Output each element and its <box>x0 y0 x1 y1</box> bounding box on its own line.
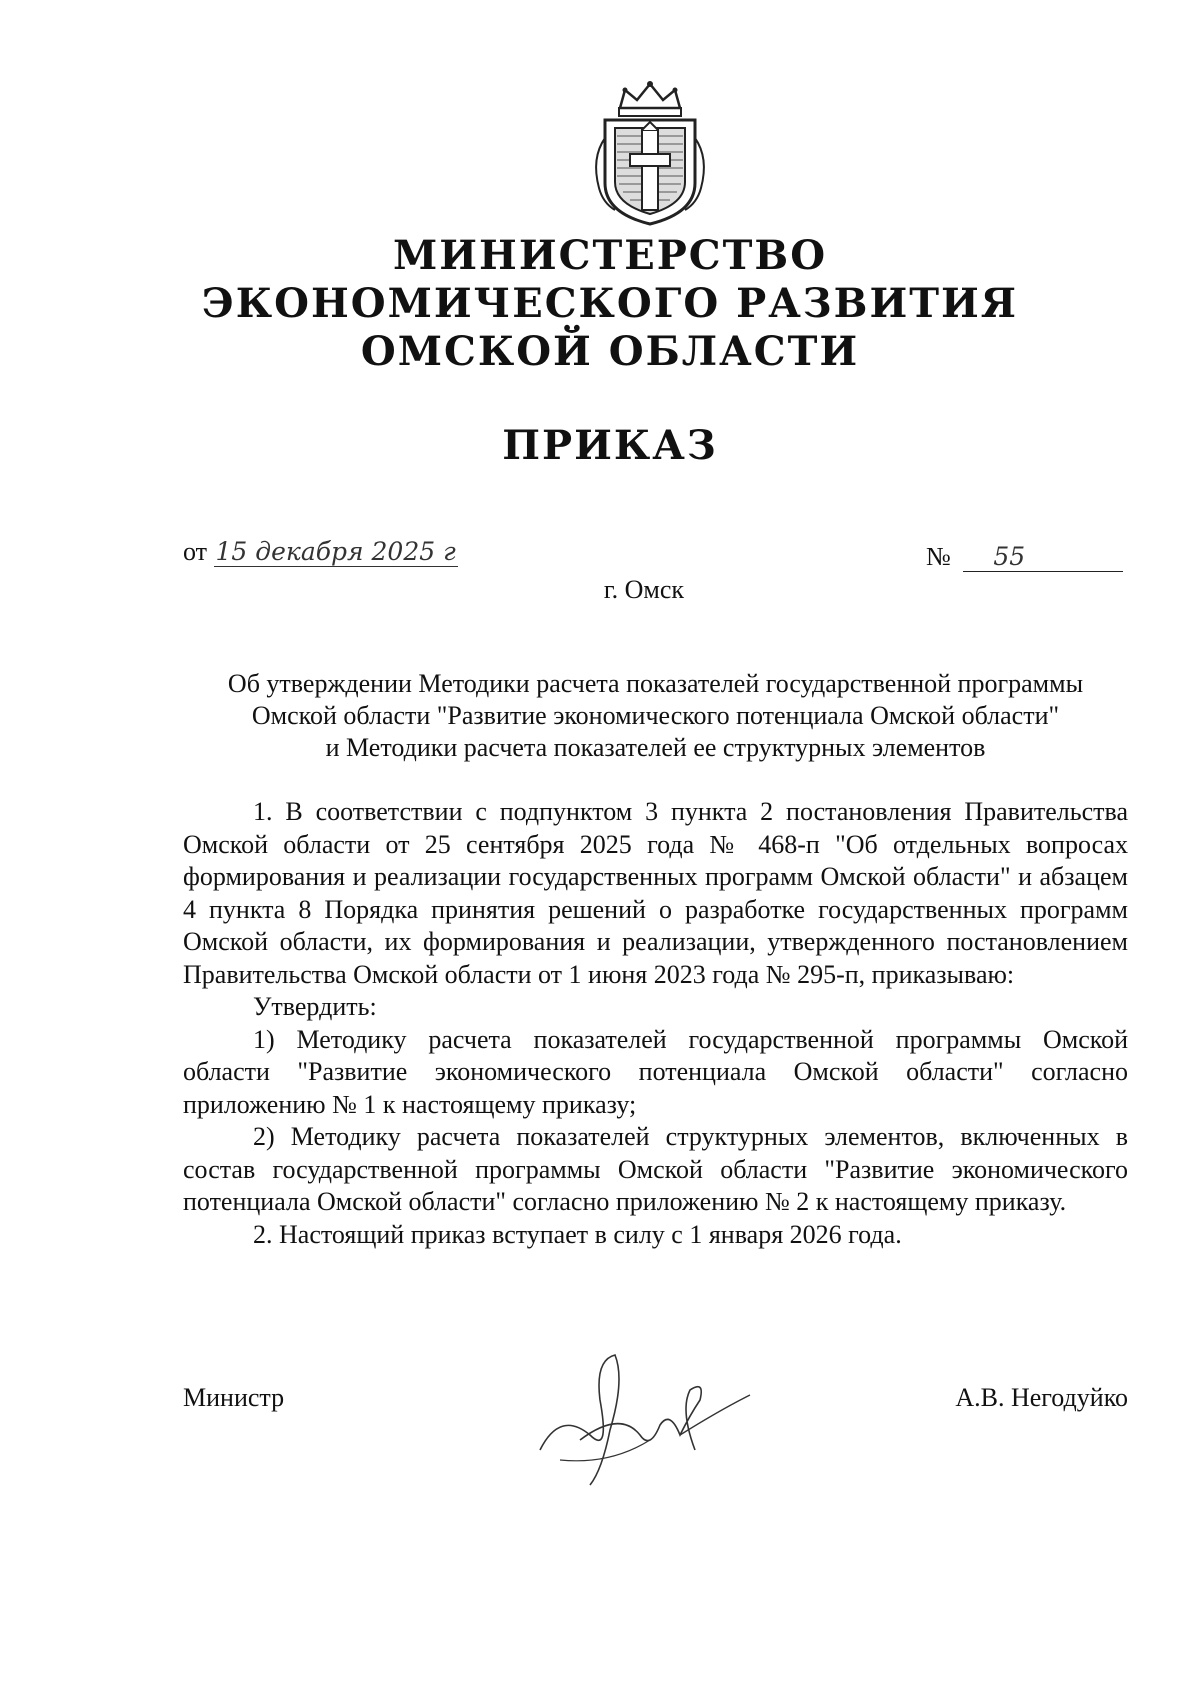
number-prefix: № <box>926 542 951 571</box>
document-type-title: ПРИКАЗ <box>502 422 718 469</box>
coat-of-arms-icon <box>585 78 715 228</box>
date-row <box>183 537 458 567</box>
number-line <box>963 543 1123 572</box>
ministry-name <box>0 232 1200 376</box>
paragraph-item-2: 2) Методику расчета показателей структурных элементов, включенных в состав государственной программы Омской области "Развитие экономического потенциала Омской области" согласно приложению № 2 к настоящему приказу. <box>183 1122 1128 1216</box>
handwritten-number: 55 <box>993 542 1026 571</box>
order-subject <box>183 668 1128 764</box>
ministry-line-2: ЭКОНОМИЧЕСКОГО РАЗВИТИЯ <box>201 280 1019 327</box>
paragraph-2: 2. Настоящий приказ вступает в силу с 1 января 2026 года. <box>253 1219 902 1249</box>
paragraph-approve: Утвердить: <box>253 992 377 1021</box>
signatory-name: А.В. Негодуйко <box>955 1383 1128 1412</box>
order-body <box>183 796 1128 1251</box>
paragraph-1: 1. В соответствии с подпунктом 3 пункта 2 постановления Правительства Омской области от 25 сентября 2025 года № 468-п "Об отдельных вопросах формирования и реализации государственных программ Омской области" и абзацем 4 пункта 8 Порядка принятия решений о разработке государственных программ Омской области, их формирования и реализации, утвержденного постановлением Правительства Омской области от 1 июня 2023 года № 295-п, приказываю: <box>183 797 1128 989</box>
subject-line-3: и Методики расчета показателей ее структурных элементов <box>325 733 986 762</box>
subject-line-2: Омской области "Развитие экономического потенциала Омской области" <box>251 701 1060 730</box>
subject-line-1: Об утверждении Методики расчета показателей государственной программы <box>227 669 1084 698</box>
ministry-line-3: ОМСКОЙ ОБЛАСТИ <box>360 328 860 375</box>
number-row <box>926 542 1123 572</box>
handwritten-date: 15 декабря 2025 г <box>215 537 456 566</box>
signatory-position: Министр <box>183 1383 285 1412</box>
city-label: г. Омск <box>603 575 685 604</box>
paragraph-item-1: 1) Методику расчета показателей государственной программы Омской области "Развитие экономического потенциала Омской области" согласно приложению № 1 к настоящему приказу; <box>183 1024 1128 1119</box>
date-prefix: от <box>183 537 208 566</box>
handwritten-signature-icon <box>530 1340 760 1490</box>
ministry-line-1: МИНИСТЕРСТВО <box>392 232 828 279</box>
